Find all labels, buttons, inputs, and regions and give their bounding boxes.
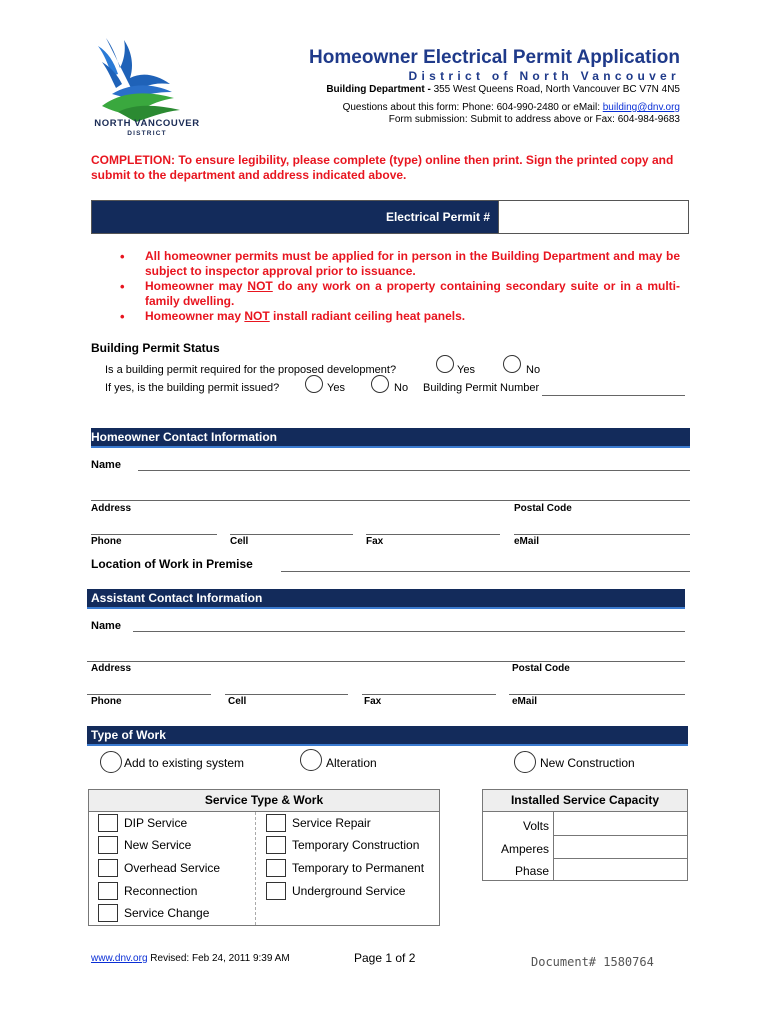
completion-note: COMPLETION: To ensure legibility, please complete (type) online then print. Sign the printed copy and submit to the department and address indicated above. xyxy=(91,153,674,182)
homeowner-phone-label: Phone xyxy=(91,536,122,547)
permit-required-question: Is a building permit required for the proposed development? xyxy=(105,364,397,376)
temporary-construction-checkbox[interactable] xyxy=(266,836,286,854)
assistant-section-bar xyxy=(87,589,685,609)
questions-prefix: Questions about this form: Phone: 604-990-2480 or eMail: xyxy=(342,102,603,113)
questions-line xyxy=(343,102,680,113)
notice-text: Homeowner may xyxy=(145,309,245,323)
alteration-radio[interactable] xyxy=(300,749,322,771)
amperes-label: Amperes xyxy=(500,842,549,856)
assistant-cell-label: Cell xyxy=(228,696,247,707)
homeowner-section-bar xyxy=(91,428,690,448)
service-change-checkbox[interactable] xyxy=(98,904,118,922)
type-of-work-title: Type of Work xyxy=(91,728,166,742)
add-existing-radio[interactable] xyxy=(100,751,122,773)
assistant-cell-field[interactable] xyxy=(225,694,348,695)
permit-number-bar xyxy=(91,200,689,234)
homeowner-email-label: eMail xyxy=(514,536,540,547)
permit-issued-no-radio[interactable] xyxy=(371,375,389,393)
dept-address xyxy=(326,84,680,95)
document-number: Document# 1580764 xyxy=(531,955,654,969)
assistant-phone-field[interactable] xyxy=(87,694,211,695)
new-service-checkbox[interactable] xyxy=(98,836,118,854)
homeowner-address-field[interactable] xyxy=(91,500,690,501)
new-construction-radio[interactable] xyxy=(514,751,536,773)
capacity-row-line xyxy=(553,858,688,859)
dnv-link[interactable]: www.dnv.org xyxy=(91,953,148,964)
notice-text: install radiant ceiling heat panels. xyxy=(269,309,466,323)
logo-name: NORTH VANCOUVER xyxy=(94,118,200,129)
building-permit-title: Building Permit Status xyxy=(91,341,220,355)
reconnection-label: Reconnection xyxy=(124,884,198,898)
volts-label: Volts xyxy=(522,819,549,833)
assistant-address-field[interactable] xyxy=(87,661,685,662)
page-number: Page 1 of 2 xyxy=(354,951,416,965)
service-change-label: Service Change xyxy=(124,906,210,920)
assistant-fax-label: Fax xyxy=(364,696,382,707)
homeowner-cell-label: Cell xyxy=(230,536,249,547)
notice-text: Homeowner may xyxy=(145,279,248,293)
dept-address-text: 355 West Queens Road, North Vancouver BC V7N 4N5 xyxy=(433,84,680,95)
yes-label: Yes xyxy=(327,382,345,394)
assistant-section-title: Assistant Contact Information xyxy=(91,591,263,605)
assistant-fax-field[interactable] xyxy=(362,694,496,695)
alteration-label: Alteration xyxy=(326,756,377,770)
homeowner-phone-field[interactable] xyxy=(91,534,217,535)
new-construction-label: New Construction xyxy=(540,756,635,770)
capacity-row-line xyxy=(553,835,688,836)
permit-required-no-radio[interactable] xyxy=(503,355,521,373)
homeowner-email-field[interactable] xyxy=(514,534,690,535)
homeowner-cell-field[interactable] xyxy=(230,534,353,535)
location-field[interactable] xyxy=(281,571,690,572)
form-title: Homeowner Electrical Permit Application xyxy=(309,47,680,68)
temporary-construction-label: Temporary Construction xyxy=(292,838,420,852)
assistant-postal-label: Postal Code xyxy=(512,663,570,674)
email-link[interactable]: building@dnv.org xyxy=(602,102,680,113)
permit-number-field[interactable] xyxy=(498,201,689,233)
overhead-service-checkbox[interactable] xyxy=(98,859,118,877)
no-label: No xyxy=(526,364,541,376)
homeowner-name-field[interactable] xyxy=(138,470,690,471)
notice-emphasis: NOT xyxy=(244,309,270,323)
new-service-label: New Service xyxy=(124,838,192,852)
service-repair-label: Service Repair xyxy=(292,816,371,830)
type-of-work-bar xyxy=(87,726,688,746)
assistant-address-label: Address xyxy=(91,663,132,674)
location-label: Location of Work in Premise xyxy=(91,557,253,571)
temporary-to-permanent-label: Temporary to Permanent xyxy=(292,861,425,875)
district-name: District of North Vancouver xyxy=(408,69,680,83)
homeowner-section-title: Homeowner Contact Information xyxy=(91,430,278,444)
dip-service-label: DIP Service xyxy=(124,816,188,830)
building-permit-number-field[interactable] xyxy=(542,395,685,396)
building-permit-number-label: Building Permit Number xyxy=(423,382,540,394)
temporary-to-permanent-checkbox[interactable] xyxy=(266,859,286,877)
permit-issued-yes-radio[interactable] xyxy=(305,375,323,393)
assistant-name-field[interactable] xyxy=(133,631,685,632)
homeowner-fax-field[interactable] xyxy=(366,534,500,535)
notice-list xyxy=(120,249,680,324)
dip-service-checkbox[interactable] xyxy=(98,814,118,832)
service-repair-checkbox[interactable] xyxy=(266,814,286,832)
reconnection-checkbox[interactable] xyxy=(98,882,118,900)
service-column-divider xyxy=(255,812,256,925)
logo-wordmark xyxy=(88,118,206,137)
permit-required-yes-radio[interactable] xyxy=(436,355,454,373)
homeowner-name-label: Name xyxy=(91,459,121,471)
footer-left xyxy=(91,953,290,964)
dept-label: Building Department - xyxy=(326,84,434,95)
permit-issued-question: If yes, is the building permit issued? xyxy=(105,382,280,394)
capacity-title: Installed Service Capacity xyxy=(510,793,660,807)
homeowner-address-label: Address xyxy=(91,503,132,514)
assistant-email-label: eMail xyxy=(512,696,538,707)
assistant-email-field[interactable] xyxy=(509,694,685,695)
notice-item xyxy=(120,309,680,324)
assistant-phone-label: Phone xyxy=(91,696,122,707)
underground-service-checkbox[interactable] xyxy=(266,882,286,900)
notice-item: • All homeowner permits must be applied for in person in the Building Department and may be subject to inspector approval prior to issuance. xyxy=(120,249,680,279)
service-type-title: Service Type & Work xyxy=(204,793,324,807)
submission-line: Form submission: Submit to address above or Fax: 604-984-9683 xyxy=(388,114,680,125)
notice-item xyxy=(120,279,680,309)
notice-text: do any work on a property containing secondary suite or in a multi-family dwelling. xyxy=(145,279,680,308)
capacity-divider xyxy=(553,812,554,881)
permit-label: Electrical Permit # xyxy=(385,210,490,224)
add-existing-label: Add to existing system xyxy=(124,756,245,770)
revised-date: Revised: Feb 24, 2011 9:39 AM xyxy=(150,953,290,964)
homeowner-postal-label: Postal Code xyxy=(514,503,572,514)
logo-sub: DISTRICT xyxy=(127,130,167,137)
volts-field[interactable] xyxy=(555,814,686,834)
phase-label: Phase xyxy=(514,864,549,878)
notice-emphasis: NOT xyxy=(247,279,273,293)
phase-field[interactable] xyxy=(555,860,686,880)
yes-label: Yes xyxy=(457,364,475,376)
assistant-name-label: Name xyxy=(91,620,121,632)
underground-service-label: Underground Service xyxy=(292,884,406,898)
amperes-field[interactable] xyxy=(555,837,686,857)
homeowner-fax-label: Fax xyxy=(366,536,384,547)
no-label: No xyxy=(394,382,409,394)
overhead-service-label: Overhead Service xyxy=(124,861,221,875)
